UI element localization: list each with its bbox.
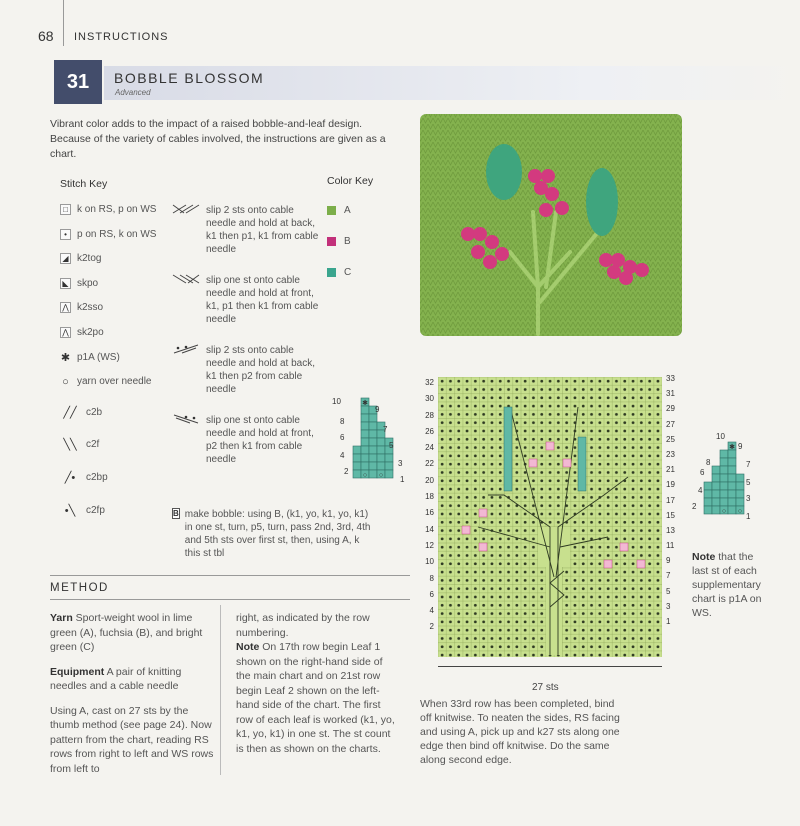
- leaf1-row-number: 3: [398, 459, 403, 468]
- bobble-key-text: make bobble: using B, (k1, yo, k1, yo, k1) in one st, turn, p5, turn, pass 2nd, 3rd, 4th and 5th sts over first st, then, using A, k this st tbl: [184, 509, 371, 559]
- row-number: 17: [666, 495, 675, 505]
- stitch-count-label: 27 sts: [532, 682, 559, 693]
- purl-symbol-icon: •: [60, 229, 71, 240]
- cable-key-item: [172, 414, 322, 466]
- row-number: 24: [425, 443, 434, 453]
- stitch-key-label: k on RS, p on WS: [77, 204, 157, 215]
- svg-text:○: ○: [378, 472, 384, 479]
- leaf1-chart: [341, 396, 407, 493]
- stitch-key-item: [60, 302, 156, 313]
- color-swatch-c: [327, 268, 336, 277]
- svg-text:○: ○: [362, 472, 368, 479]
- leaf2-chart: [700, 440, 750, 527]
- stitch-key-label: skpo: [77, 277, 99, 289]
- color-key-label: C: [344, 267, 352, 278]
- yarn-over-symbol-icon: ○: [62, 375, 69, 388]
- row-number: 20: [425, 475, 434, 485]
- leaf2-row-number: 10: [716, 432, 725, 441]
- color-key-label: A: [344, 205, 351, 216]
- row-number: 2: [429, 622, 434, 632]
- stitch-key-label: c2bp: [86, 471, 108, 483]
- method-rule-top: [50, 575, 410, 576]
- leaf2-row-number: 3: [746, 494, 751, 503]
- stitch-key-heading: Stitch Key: [60, 178, 108, 190]
- knit-symbol-icon: □: [60, 204, 71, 215]
- leaf2-row-number: 2: [692, 502, 697, 511]
- svg-text:○: ○: [721, 508, 727, 515]
- row-number: 23: [666, 449, 675, 459]
- leaf-note-label: Note: [692, 551, 716, 563]
- leaf1-row-number: 4: [340, 451, 345, 460]
- stitch-key-item: [60, 253, 156, 264]
- cable-key-item: [172, 274, 322, 326]
- row-number: 22: [425, 459, 434, 469]
- row-number: 19: [666, 480, 675, 490]
- cable-key-text: slip 2 sts onto cable needle and hold at back, k1 then p1, k1 from cable needle: [206, 205, 319, 255]
- leaf1-row-number: 6: [340, 433, 345, 442]
- row-number: 30: [425, 394, 434, 404]
- c2b-symbol-icon: ╱╱: [63, 406, 77, 419]
- sk2po-symbol-icon: ⋀: [60, 327, 71, 338]
- stitch-key-list: [60, 204, 156, 516]
- row-number: 11: [666, 541, 675, 551]
- cable-key-text: slip one st onto cable needle and hold at front, k1, p1 then k1 from cable needle: [206, 275, 319, 325]
- column-divider: [220, 605, 221, 775]
- stitch-key-label: c2fp: [86, 504, 105, 516]
- cable-key-item: [172, 344, 322, 396]
- stitch-key-label: yarn over needle: [77, 376, 152, 388]
- leaf-chart-note: [692, 550, 772, 620]
- main-chart-grid: [438, 377, 662, 657]
- skpo-symbol-icon: ◣: [60, 278, 71, 289]
- row-number: 6: [429, 589, 434, 599]
- c2fp-symbol-icon: •╲: [64, 504, 76, 517]
- row-number: 7: [666, 571, 671, 581]
- color-key-heading: Color Key: [327, 175, 374, 187]
- leaf2-row-number: 1: [746, 512, 751, 521]
- leaf2-row-number: 6: [700, 468, 705, 477]
- bobble-key: [172, 508, 372, 560]
- yarn-paragraph: [50, 611, 214, 655]
- cable-front-purl-icon: [172, 414, 200, 424]
- row-number: 4: [429, 606, 434, 616]
- method-column-1: [50, 611, 214, 786]
- leaf1-row-number: 10: [332, 397, 341, 406]
- chart-left-row-numbers: [420, 378, 434, 631]
- row-number: 13: [666, 525, 675, 535]
- yarn-label: Yarn: [50, 612, 73, 624]
- stitch-key-label: p on RS, k on WS: [77, 228, 157, 240]
- leaf1-row-number: 5: [389, 441, 394, 450]
- c2bp-symbol-icon: ╱•: [64, 471, 76, 484]
- stitch-key-label: k2sso: [77, 302, 104, 314]
- row-number: 8: [429, 573, 434, 583]
- row-number: 18: [425, 492, 434, 502]
- leaf2-row-number: 4: [698, 486, 703, 495]
- intro-text: Vibrant color adds to the impact of a raised bobble-and-leaf design. Because of the variety of cables involved, the instructions are given as a chart.: [50, 118, 386, 160]
- method-heading: METHOD: [50, 582, 109, 594]
- row-number: 28: [425, 410, 434, 420]
- section-title: INSTRUCTIONS: [74, 31, 169, 43]
- leaf1-row-number: 9: [375, 405, 380, 414]
- color-key-list: [327, 205, 351, 278]
- pattern-title: BOBBLE BLOSSOM: [114, 70, 265, 86]
- stitch-key-label: c2b: [86, 406, 103, 418]
- cable-front-icon: [172, 274, 200, 284]
- pattern-number-badge: 31: [54, 60, 102, 104]
- color-key-item: [327, 236, 351, 247]
- stitch-key-label: sk2po: [77, 326, 104, 338]
- note-text: On 17th row begin Leaf 1 shown on the right-hand side of the main chart and on 21st row begin Leaf 2 shown on the left-hand side of the chart. The first row of each leaf is worked (k1, yo, k1, yo, k1) in one st. The st count is then as shown on the charts.: [236, 641, 395, 755]
- header-divider: [63, 0, 64, 46]
- knitted-swatch-photo: [418, 112, 684, 338]
- row-number: 29: [666, 404, 675, 414]
- leaf2-row-number: 7: [746, 460, 751, 469]
- row-number: 31: [666, 389, 675, 399]
- color-key-label: B: [344, 236, 351, 247]
- cable-key-list: [172, 204, 322, 466]
- color-swatch-a: [327, 206, 336, 215]
- page-number: 68: [38, 28, 54, 44]
- note-label: Note: [236, 641, 260, 653]
- row-number: 10: [425, 557, 434, 567]
- row-number: 16: [425, 508, 434, 518]
- equipment-text: A pair of knitting needles and a cable needle: [50, 665, 182, 692]
- svg-text:○: ○: [737, 508, 743, 515]
- equipment-label: Equipment: [50, 665, 105, 678]
- stitch-key-item: [60, 327, 156, 338]
- leaf-note-text: that the last st of each supplementary chart is p1A on WS.: [692, 551, 762, 619]
- c2f-symbol-icon: ╲╲: [63, 439, 77, 452]
- stitch-key-label: c2f: [86, 439, 100, 451]
- cable-key-text: slip one st onto cable needle and hold at front, p2 then k1 from cable needle: [206, 415, 314, 465]
- color-swatch-b: [327, 237, 336, 246]
- k2tog-symbol-icon: ◢: [60, 253, 71, 264]
- stitch-key-item: [60, 439, 156, 450]
- row-number: 21: [666, 465, 675, 475]
- k2sso-symbol-icon: ⋀: [60, 302, 71, 313]
- stitch-key-item: [60, 376, 156, 387]
- method-rule-bottom: [50, 599, 410, 600]
- row-number: 32: [425, 378, 434, 387]
- stitch-key-item: [60, 505, 156, 516]
- color-key-item: [327, 267, 351, 278]
- leaf2-row-number: 9: [738, 442, 743, 451]
- chart-right-row-numbers: [666, 374, 680, 626]
- row-number: 12: [425, 540, 434, 550]
- cable-key-text: slip 2 sts onto cable needle and hold at back, k1 then p2 from cable needle: [206, 345, 315, 395]
- stitch-key-item: [60, 352, 156, 363]
- leaf1-row-number: 1: [400, 475, 405, 484]
- cable-back-purl-icon: [172, 344, 200, 354]
- leaf2-row-number: 5: [746, 478, 751, 487]
- leaf1-chart-graphic: [341, 396, 407, 488]
- leaf2-row-number: 8: [706, 458, 711, 467]
- leaf1-row-number: 7: [383, 425, 388, 434]
- stitch-key-item: [60, 407, 156, 418]
- row-number: 25: [666, 434, 675, 444]
- stitch-key-item: [60, 472, 156, 483]
- svg-text:✱: ✱: [729, 444, 735, 451]
- row-number: 3: [666, 601, 671, 611]
- equipment-paragraph: [50, 665, 214, 694]
- pattern-level: Advanced: [115, 88, 151, 97]
- cable-key-item: [172, 204, 322, 256]
- stitch-key-item: [60, 278, 156, 289]
- row-number: 26: [425, 426, 434, 436]
- row-number: 5: [666, 586, 671, 596]
- row-number: 27: [666, 419, 675, 429]
- row-number: 9: [666, 556, 671, 566]
- stitch-count-line: [438, 666, 662, 667]
- yarn-text: Sport-weight wool in lime green (A), fuchsia (B), and bright green (C): [50, 612, 203, 653]
- note-paragraph: [236, 640, 400, 756]
- finishing-text: When 33rd row has been completed, bind off knitwise. To neaten the sides, RS facing and using A, pick up and k27 sts along one edge then bind off knitwise. Do the same along second edge.: [420, 698, 620, 766]
- asterisk-symbol-icon: ✱: [60, 351, 71, 364]
- stitch-key-label: p1A (WS): [77, 351, 120, 363]
- bobble-symbol-icon: B: [173, 509, 179, 518]
- cast-on-paragraph: Using A, cast on 27 sts by the thumb method (see page 24). Now pattern from the chart, reading RS rows from right to left and WS rows from left to: [50, 704, 214, 775]
- row-number: 1: [666, 617, 671, 626]
- stitch-key-item: [60, 229, 156, 240]
- color-key-item: [327, 205, 351, 216]
- method-column-2: [236, 611, 400, 756]
- stitch-key-item: [60, 204, 156, 215]
- cable-back-icon: [172, 204, 200, 214]
- continued-text: right, as indicated by the row numbering.: [236, 612, 370, 639]
- row-number: 33: [666, 374, 675, 383]
- svg-text:✱: ✱: [362, 400, 368, 407]
- stitch-key-label: k2tog: [77, 253, 102, 265]
- row-number: 14: [425, 524, 434, 534]
- leaf1-row-number: 8: [340, 417, 345, 426]
- leaf2-chart-graphic: [700, 440, 750, 522]
- row-number: 15: [666, 510, 675, 520]
- leaf1-row-number: 2: [344, 467, 349, 476]
